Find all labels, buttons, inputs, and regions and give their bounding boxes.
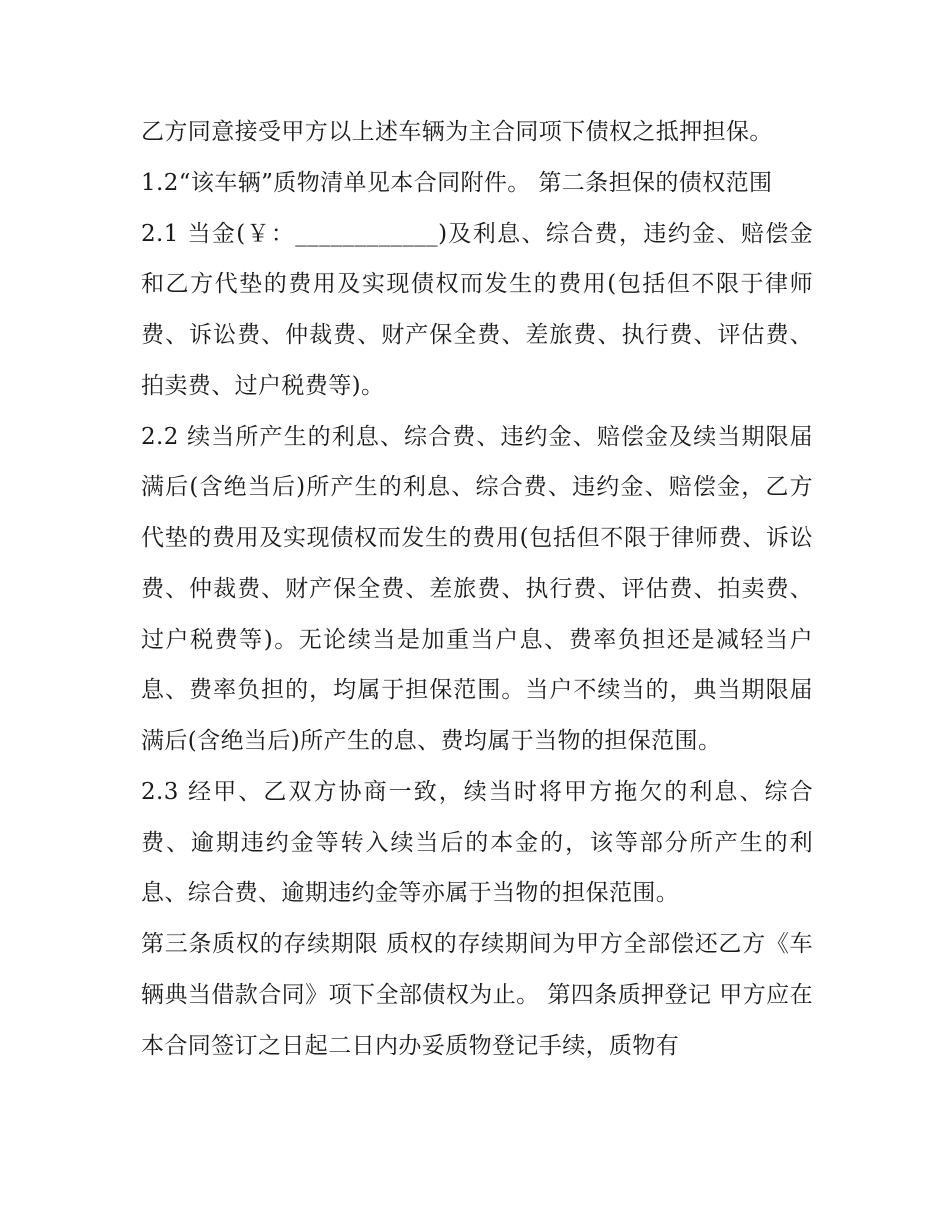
paragraph-2-2: 2.2 续当所产生的利息、综合费、违约金、赔偿金及续当期限届满后(含绝当后)所产生的利息、综合费、违约金、赔偿金，乙方代垫的费用及实现债权而发生的费用(包括但不限于律师费、诉讼费、仲裁费、财产保全费、差旅费、执行费、评估费、拍卖费、过户税费等)。无论续当是加重当户息、费率负担还是减轻当户息、费率负担的，均属于担保范围。当户不续当的，典当期限届满后(含绝当后)所产生的息、费均属于当物的担保范围。 <box>141 423 813 754</box>
paragraph-1-2: 1.2“该车辆”质物清单见本合同附件。 第二条担保的债权范围 <box>141 169 773 196</box>
paragraph-2-3: 2.3 经甲、乙双方协商一致，续当时将甲方拖欠的利息、综合费、逾期违约金等转入续当后的本金的，该等部分所产生的利息、综合费、逾期违约金等亦属于当物的担保范围。 <box>141 778 813 907</box>
paragraph-2-1: 2.1 当金(￥：____________)及利息、综合费，违约金、赔偿金和乙方代垫的费用及实现债权而发生的费用(包括但不限于律师费、诉讼费、仲裁费、财产保全费、差旅费、执行费、评估费、拍卖费、过户税费等)。 <box>141 220 813 399</box>
paragraph-mortgage-consent: 乙方同意接受甲方以上述车辆为主合同项下债权之抵押担保。 <box>141 119 773 145</box>
paragraph-article-3-4: 第三条质权的存续期限 质权的存续期间为甲方全部偿还乙方《车辆典当借款合同》项下全部债权为止。 第四条质押登记 甲方应在本合同签订之日起二日内办妥质物登记手续，质物有 <box>141 931 813 1059</box>
document-body <box>141 107 813 1071</box>
